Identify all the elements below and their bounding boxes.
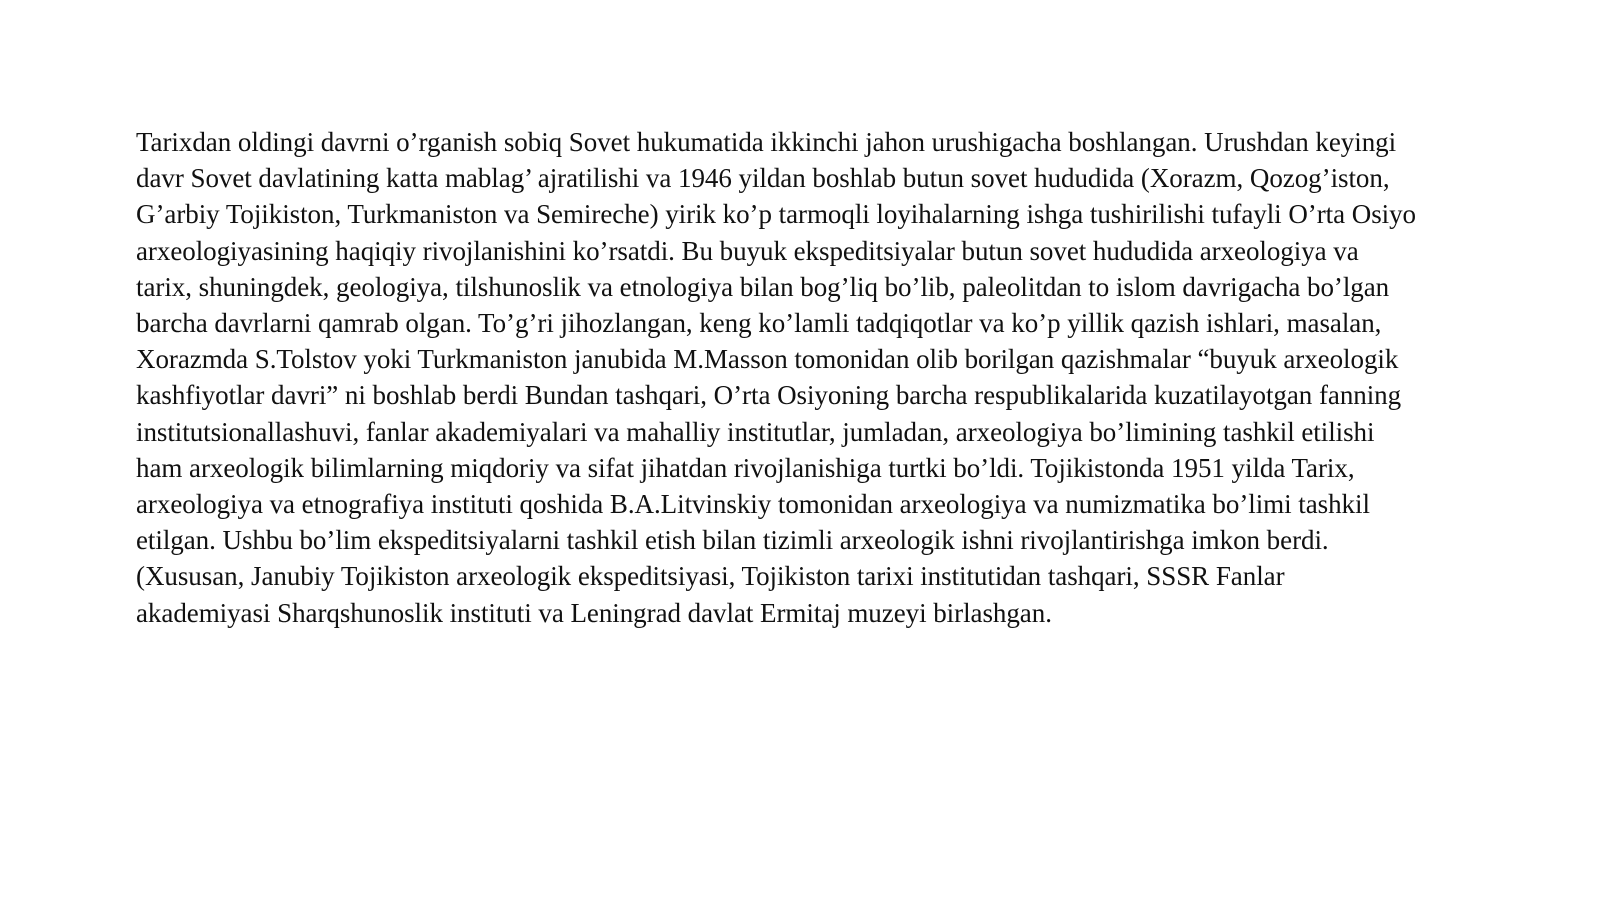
body-paragraph [136, 124, 1576, 631]
paragraph-line: institutsionallashuvi, fanlar akademiyalari va mahalliy institutlar, jumladan, arxeologiya bo’limining tashkil etilishi [136, 416, 1375, 447]
paragraph-line: ham arxeologik bilimlarning miqdoriy va sifat jihatdan rivojlanishiga turtki bo’ldi. Tojikistonda 1951 yilda Tarix, [136, 452, 1355, 483]
paragraph-line: etilgan. Ushbu bo’lim ekspeditsiyalarni tashkil etish bilan tizimli arxeologik ishni rivojlantirishga imkon berdi. [136, 525, 1329, 556]
paragraph-line: barcha davrlarni qamrab olgan. To’g’ri jihozlangan, keng ko’lamli tadqiqotlar va ko’p yillik qazish ishlari, masalan, [136, 308, 1382, 339]
paragraph-line: tarix, shuningdek, geologiya, tilshunoslik va etnologiya bilan bog’liq bo’lib, paleolitdan to islom davrigacha bo’lgan [136, 271, 1390, 302]
paragraph-line: kashfiyotlar davri” ni boshlab berdi Bundan tashqari, O’rta Osiyoning barcha respublikalarida kuzatilayotgan fanning [136, 380, 1402, 411]
paragraph-line: G’arbiy Tojikiston, Turkmaniston va Semireche) yirik ko’p tarmoqli loyihalarning ishga tushirilishi tufayli O’rta Osiyo [136, 199, 1417, 230]
paragraph-line: Tarixdan oldingi davrni o’rganish sobiq Sovet hukumatida ikkinchi jahon urushigacha boshlangan. Urushdan keyingi [136, 127, 1397, 157]
paragraph-line: arxeologiya va etnografiya instituti qoshida B.A.Litvinskiy tomonidan arxeologiya va numizmatika bo’limi tashkil [136, 489, 1370, 520]
paragraph-line: Xorazmda S.Tolstov yoki Turkmaniston janubida M.Masson tomonidan olib borilgan qazishmalar “buyuk arxeologik [136, 344, 1399, 375]
paragraph-line: davr Sovet davlatining katta mablag’ ajratilishi va 1946 yildan boshlab butun sovet hududida (Xorazm, Qozog’iston, [136, 163, 1390, 194]
paragraph-line: arxeologiyasining haqiqiy rivojlanishini ko’rsatdi. Bu buyuk ekspeditsiyalar butun sovet hududida arxeologiya va [136, 235, 1359, 266]
paragraph-line: (Xususan, Janubiy Tojikiston arxeologik ekspeditsiyasi, Tojikiston tarixi institutidan tashqari, SSSR Fanlar [136, 561, 1285, 592]
paragraph-line: akademiyasi Sharqshunoslik instituti va Leningrad davlat Ermitaj muzeyi birlashgan. [136, 597, 1052, 628]
